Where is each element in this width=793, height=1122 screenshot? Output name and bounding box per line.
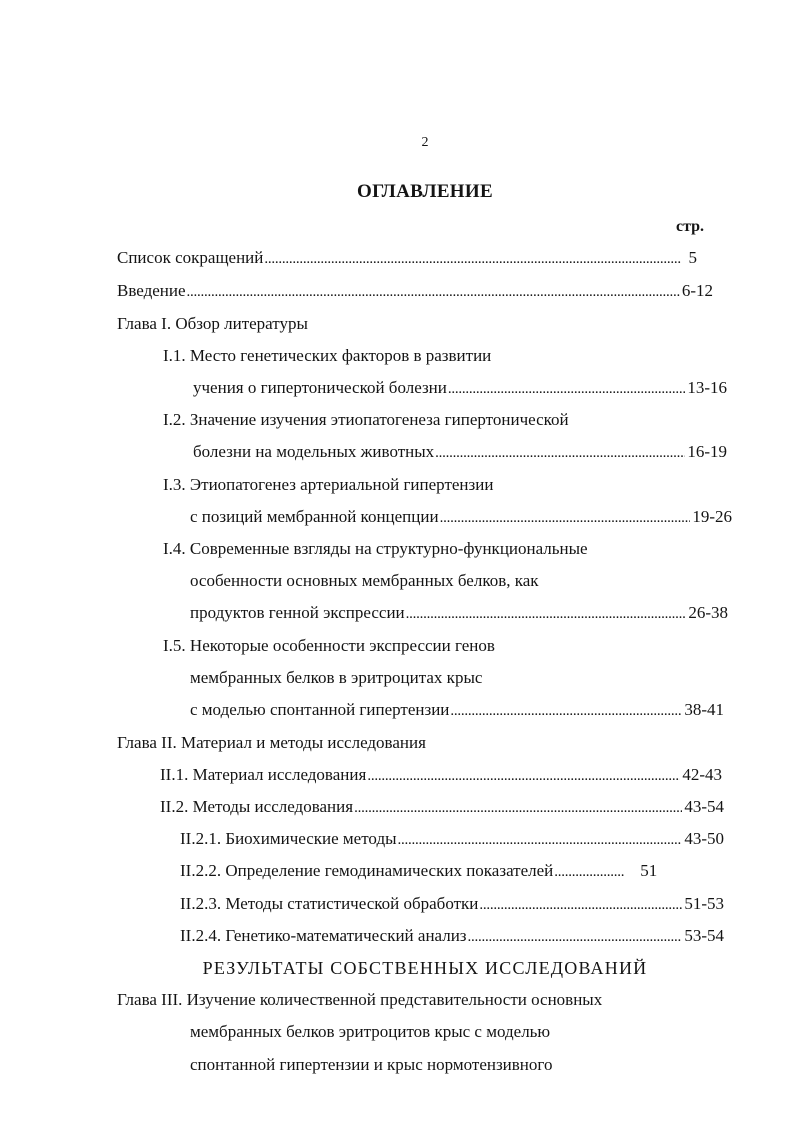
- toc-entry-page: 51: [640, 861, 658, 880]
- toc-leader-dots: [450, 700, 682, 720]
- pages-column-label: стр.: [676, 218, 705, 235]
- toc-leader-dots: [398, 829, 683, 849]
- toc-leader-dots: [264, 248, 680, 268]
- toc-section-1-4-line1[interactable]: I.4. Современные взгляды на структурно-функциональные: [163, 539, 588, 558]
- toc-entry-text: продуктов генной экспрессии: [190, 603, 405, 622]
- toc-leader-dots: [448, 378, 685, 398]
- toc-section-1-2-line1[interactable]: I.2. Значение изучения этиопатогенеза гипертонической: [163, 410, 569, 429]
- toc-entry-page: 13-16: [687, 378, 727, 397]
- toc-entry-text: болезни на модельных животных: [193, 442, 435, 461]
- toc-entry-page: 26-38: [688, 603, 728, 622]
- toc-entry-text: учения о гипертонической болезни: [193, 378, 447, 397]
- toc-section-1-5[interactable]: [190, 700, 724, 720]
- toc-leader-dots: [468, 926, 683, 946]
- toc-subsection-2-2-3[interactable]: [180, 894, 724, 914]
- toc-entry-text: II.2.3. Методы статистической обработки: [180, 894, 479, 913]
- toc-entry-page: 16-19: [687, 442, 727, 461]
- toc-entry-text: Введение: [117, 281, 186, 300]
- page-title: ОГЛАВЛЕНИЕ: [357, 181, 493, 202]
- toc-chapter-2[interactable]: Глава II. Материал и методы исследования: [117, 733, 426, 752]
- toc-entry-text: II.2.1. Биохимические методы: [180, 829, 397, 848]
- toc-entry-text: II.2. Методы исследования: [160, 797, 354, 816]
- toc-entry-page: 19-26: [692, 507, 732, 526]
- toc-leader-dots: [440, 507, 691, 527]
- toc-entry-page: 51-53: [684, 894, 724, 913]
- toc-entry-text: с моделью спонтанной гипертензии: [190, 700, 450, 719]
- toc-section-1-1[interactable]: [193, 378, 727, 398]
- toc-entry-page: 6-12: [681, 281, 713, 300]
- toc-entry-text: II.1. Материал исследования: [160, 765, 367, 784]
- toc-chapter-3-line2[interactable]: мембранных белков эритроцитов крыс с моделью: [190, 1022, 551, 1041]
- toc-leader-dots: [406, 603, 687, 623]
- toc-entry-page: 42-43: [682, 765, 722, 784]
- toc-entry-text: с позиций мембранной концепции: [190, 507, 439, 526]
- toc-entry-text: II.2.4. Генетико-математический анализ: [180, 926, 467, 945]
- toc-entry-page: 43-54: [684, 797, 724, 816]
- toc-leader-dots: [187, 281, 680, 301]
- toc-subsection-2-2-2[interactable]: [180, 861, 708, 881]
- toc-leader-dots: [479, 894, 682, 914]
- toc-section-2-2[interactable]: [160, 797, 724, 817]
- toc-chapter-3-line1[interactable]: Глава III. Изучение количественной представительности основных: [117, 990, 603, 1009]
- toc-leader-dots: [367, 765, 680, 785]
- toc-leader-dots: [354, 797, 682, 817]
- toc-section-1-3-line1[interactable]: I.3. Этиопатогенез артериальной гипертензии: [163, 475, 494, 494]
- toc-entry-page: 38-41: [684, 700, 724, 719]
- toc-entry-page: 5: [688, 248, 697, 267]
- toc-section-1-1-line1[interactable]: I.1. Место генетических факторов в развитии: [163, 346, 492, 365]
- toc-chapter-1[interactable]: Глава I. Обзор литературы: [117, 314, 308, 333]
- toc-entry-abbreviations[interactable]: [117, 248, 697, 268]
- page-number: 2: [421, 135, 429, 150]
- toc-entry-introduction[interactable]: [117, 281, 713, 301]
- toc-entry-text: II.2.2. Определение гемодинамических показателей: [180, 861, 554, 880]
- toc-section-1-3[interactable]: [190, 507, 732, 527]
- results-heading[interactable]: РЕЗУЛЬТАТЫ СОБСТВЕННЫХ ИССЛЕДОВАНИЙ: [202, 958, 648, 978]
- toc-section-1-4-line2[interactable]: особенности основных мембранных белков, как: [190, 571, 539, 590]
- toc-section-2-1[interactable]: [160, 765, 722, 785]
- toc-subsection-2-2-1[interactable]: [180, 829, 724, 849]
- toc-entry-text: Список сокращений: [117, 248, 264, 267]
- toc-subsection-2-2-4[interactable]: [180, 926, 724, 946]
- toc-entry-page: 53-54: [684, 926, 724, 945]
- toc-section-1-5-line2[interactable]: мембранных белков в эритроцитах крыс: [190, 668, 483, 687]
- toc-entry-page: 43-50: [684, 829, 724, 848]
- toc-section-1-4[interactable]: [190, 603, 728, 623]
- toc-leader-dots: [435, 442, 685, 462]
- toc-leader-dots: [554, 861, 624, 881]
- toc-section-1-5-line1[interactable]: I.5. Некоторые особенности экспрессии генов: [163, 636, 495, 655]
- toc-chapter-3-line3[interactable]: спонтанной гипертензии и крыс нормотензивного: [190, 1055, 553, 1074]
- toc-section-1-2[interactable]: [193, 442, 727, 462]
